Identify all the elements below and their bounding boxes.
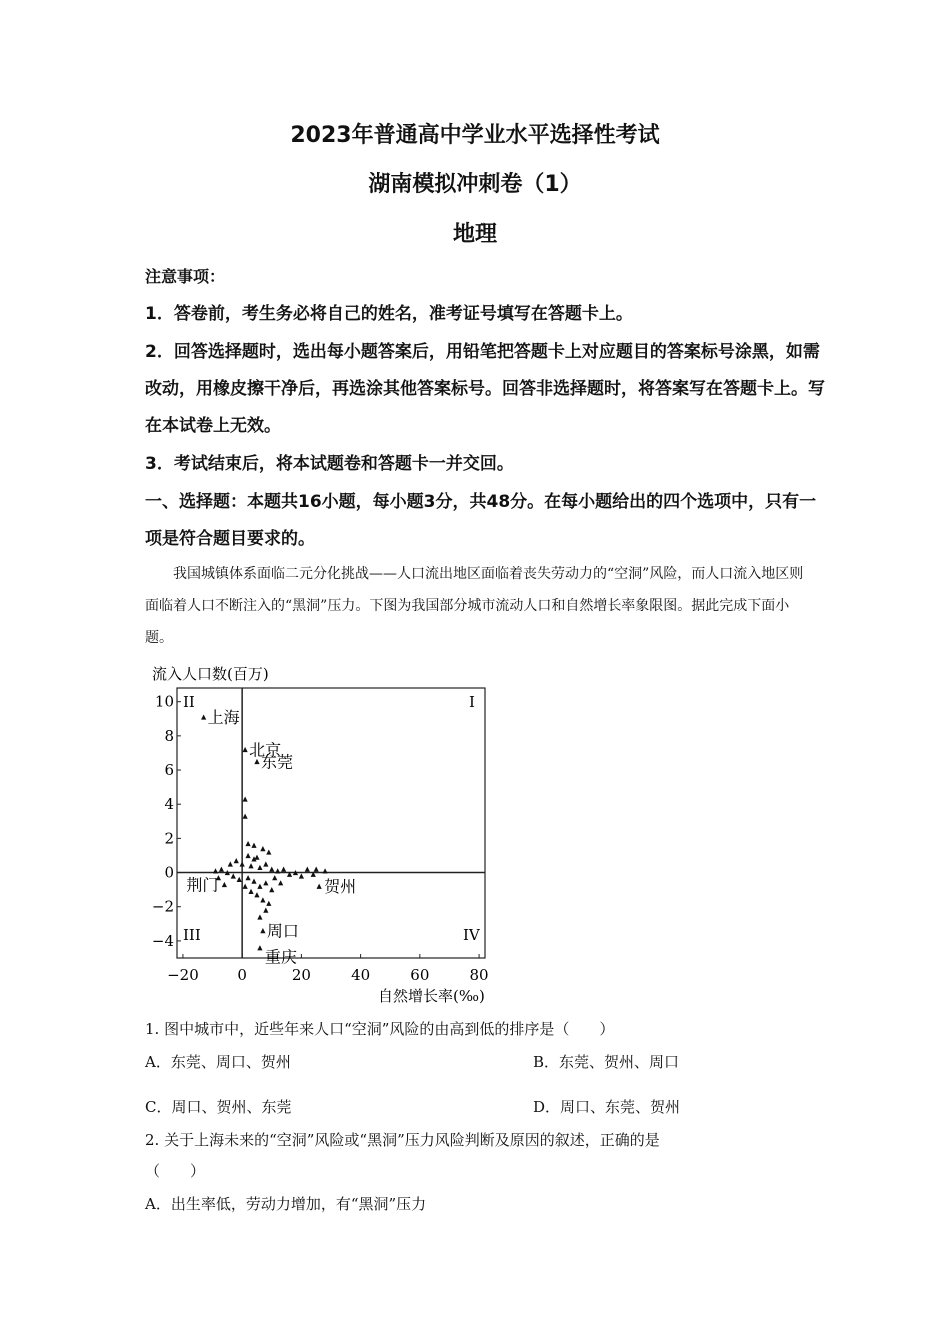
question-1-option-b: B．东莞、贺州、周口 (533, 1053, 680, 1071)
exam-subtitle: 湖南模拟冲刺卷（1） (368, 172, 582, 197)
data-point (263, 908, 268, 913)
question-1-option-d: D．周口、东莞、贺州 (533, 1098, 681, 1116)
data-point (234, 858, 239, 863)
data-point (243, 796, 248, 801)
x-tick-label: 0 (237, 966, 247, 984)
data-point (269, 887, 274, 892)
data-point-labeled (243, 747, 248, 752)
data-point (281, 867, 286, 872)
data-point (240, 861, 245, 866)
point-label: 荆门 (186, 875, 219, 895)
data-point (231, 873, 236, 878)
quadrant-label-I: I (469, 693, 475, 711)
quadrant-label-III: III (183, 926, 201, 944)
x-tick-label: 80 (469, 966, 489, 984)
point-label: 上海 (207, 708, 240, 728)
data-point-labeled (317, 884, 322, 889)
y-tick-label: 2 (164, 829, 174, 848)
data-point (257, 865, 262, 870)
data-point (251, 879, 256, 884)
point-label: 贺州 (324, 877, 357, 897)
exam-title: 2023年普通高中学业水平选择性考试 (290, 123, 660, 148)
data-point (275, 868, 280, 873)
data-point (248, 889, 253, 894)
data-point (314, 867, 319, 872)
scatter-chart (140, 660, 560, 1005)
data-point (260, 897, 265, 902)
data-point (305, 867, 310, 872)
x-tick-label: −20 (167, 966, 199, 984)
data-point (237, 877, 242, 882)
data-point (243, 814, 248, 819)
plot-frame (177, 688, 485, 958)
quadrant-label-IV: IV (463, 926, 480, 944)
y-tick-label: 6 (164, 761, 174, 780)
quadrant-label-II: II (183, 693, 195, 711)
data-point (266, 901, 271, 906)
data-point (322, 868, 327, 873)
x-tick-label: 40 (351, 966, 371, 984)
data-point (245, 875, 250, 880)
data-point (269, 867, 274, 872)
y-axis-label: 流入人口数(百万) (152, 665, 269, 683)
data-point (263, 880, 268, 885)
data-point (257, 884, 262, 889)
y-tick-label: 10 (154, 692, 174, 711)
data-point-labeled (254, 759, 259, 764)
y-tick-label: −2 (151, 897, 174, 916)
notice-item-2: 2．回答选择题时，选出每小题答案后，用铅笔把答题卡上对应题目的答案标号涂黑，如需改动，用橡皮擦干净后，再选涂其他答案标号。回答非选择题时，将答案写在答题卡上。写在本试卷上无效。 (145, 342, 825, 436)
data-point-labeled (222, 882, 227, 887)
data-point (213, 868, 218, 873)
data-point-labeled (257, 945, 262, 950)
data-point (260, 846, 265, 851)
data-point (219, 867, 224, 872)
data-point (257, 914, 262, 919)
x-axis-label: 自然增长率(‰) (378, 987, 485, 1005)
point-label: 周口 (266, 921, 299, 941)
y-tick-label: 0 (164, 863, 174, 882)
data-point (299, 873, 304, 878)
question-2-stem: 2. 关于上海未来的“空洞”风险或“黑洞”压力风险判断及原因的叙述，正确的是 (145, 1131, 660, 1149)
passage-text: 我国城镇体系面临二元分化挑战——人口流出地区面临着丧失劳动力的“空洞”风险，而人口流入地区则面临着人口不断注入的“黑洞”压力。下图为我国部分城市流动人口和自然增长率象限图。据此完成下面小题。 (145, 566, 804, 646)
y-tick-label: 8 (164, 726, 174, 745)
data-point (266, 849, 271, 854)
point-label: 东莞 (260, 752, 293, 772)
data-point (263, 861, 268, 866)
x-tick-label: 20 (291, 966, 311, 984)
notice-heading: 注意事项： (145, 267, 226, 286)
data-point (243, 884, 248, 889)
point-label: 重庆 (264, 947, 297, 967)
data-point (272, 875, 277, 880)
y-tick-label: −4 (151, 931, 174, 950)
x-tick-label: 60 (410, 966, 430, 984)
data-point (248, 863, 253, 868)
notice-item-1: 1．答卷前，考生务必将自己的姓名，准考证号填写在答题卡上。 (145, 304, 633, 324)
point-label: 北京 (249, 740, 282, 760)
notice-item-3: 3．考试结束后，将本试题卷和答题卡一并交回。 (145, 454, 514, 474)
data-point-labeled (201, 714, 206, 719)
question-2-option-a: A．出生率低，劳动力增加，有“黑洞”压力 (145, 1195, 427, 1213)
data-point (254, 892, 259, 897)
data-point (228, 861, 233, 866)
y-tick-label: 4 (164, 795, 174, 814)
subject-title: 地理 (452, 222, 497, 247)
section-heading: 一、选择题：本题共16小题，每小题3分，共48分。在每小题给出的四个选项中，只有一项是符合题目要求的。 (145, 492, 817, 549)
question-2-paren: （ ） (145, 1162, 206, 1180)
data-point (251, 843, 256, 848)
question-1-option-a: A．东莞、周口、贺州 (145, 1053, 291, 1071)
question-1-stem: 1. 图中城市中，近些年来人口“空洞”风险的由高到低的排序是（ ） (145, 1020, 615, 1038)
question-1-option-c: C．周口、贺州、东莞 (145, 1098, 292, 1116)
data-point-labeled (260, 928, 265, 933)
data-point (245, 853, 250, 858)
data-point (278, 880, 283, 885)
data-point (245, 841, 250, 846)
